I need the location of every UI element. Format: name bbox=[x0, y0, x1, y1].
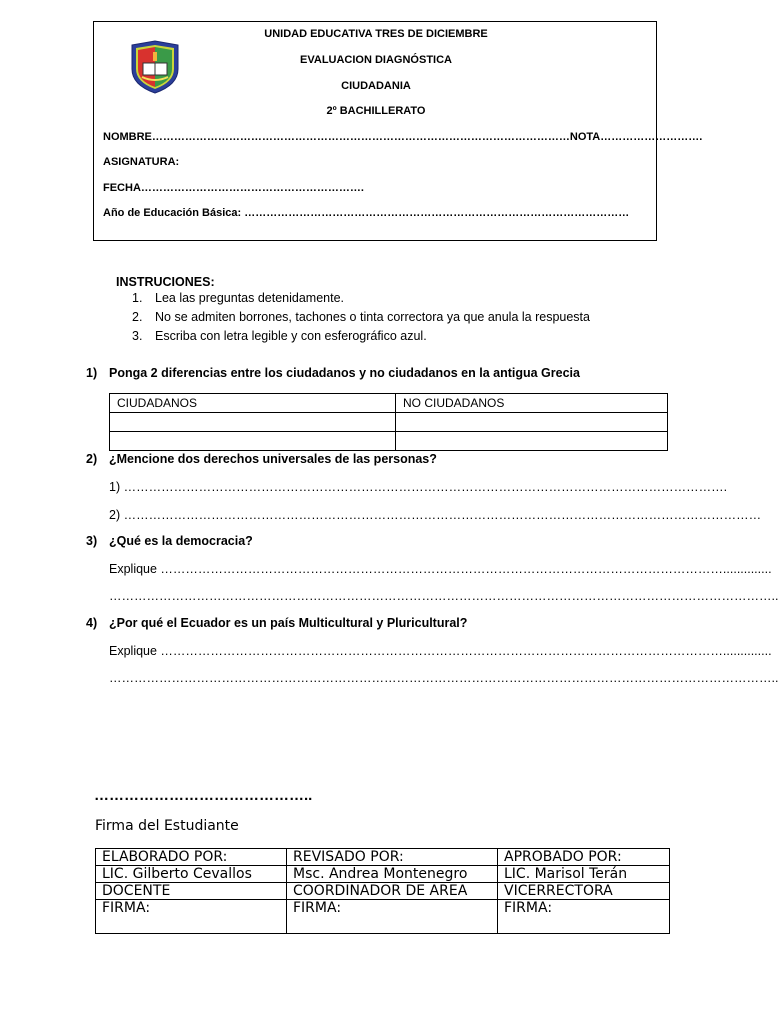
approval-cell: ELABORADO POR: bbox=[96, 849, 287, 866]
question-text: ¿Qué es la democracia? bbox=[109, 534, 253, 548]
question-text: Ponga 2 diferencias entre los ciudadanos y no ciudadanos en la antigua Grecia bbox=[109, 366, 580, 380]
approval-cell: APROBADO POR: bbox=[498, 849, 670, 866]
school-year-field: Año de Educación Básica: …………………………………………………………………………………………… bbox=[103, 207, 630, 219]
exam-title: EVALUACION DIAGNÓSTICA bbox=[300, 54, 452, 66]
approval-table bbox=[95, 848, 670, 934]
instruction-number: 2. bbox=[132, 310, 143, 324]
instruction-item: Lea las preguntas detenidamente. bbox=[155, 291, 345, 305]
answer-line[interactable]: 2) ……………………………………………………………………………………………………………………………………… bbox=[109, 508, 762, 522]
approval-cell: DOCENTE bbox=[96, 883, 287, 900]
school-name: UNIDAD EDUCATIVA TRES DE DICIEMBRE bbox=[264, 28, 488, 40]
answer-line[interactable]: …………………………………………………………………………………………………………………………………………….. bbox=[109, 671, 778, 685]
instruction-item: Escriba con letra legible y con esferográfico azul. bbox=[155, 329, 427, 343]
question-number: 4) bbox=[86, 616, 98, 630]
signature-cell[interactable]: FIRMA: bbox=[287, 900, 498, 934]
signature-cell[interactable]: FIRMA: bbox=[498, 900, 670, 934]
subject-field: ASIGNATURA: bbox=[103, 156, 180, 168]
answer-cell[interactable] bbox=[110, 413, 396, 432]
answer-line[interactable]: Explique ……………………………………………………………………………………………………………………….............. bbox=[109, 562, 772, 576]
question-number: 1) bbox=[86, 366, 98, 380]
grade-title: 2º BACHILLERATO bbox=[326, 105, 426, 117]
answer-line[interactable]: Explique ……………………………………………………………………………………………………………………….............. bbox=[109, 644, 772, 658]
date-field: FECHA……………………………………………………. bbox=[103, 182, 364, 194]
answer-cell[interactable] bbox=[396, 432, 668, 451]
question-text: ¿Por qué el Ecuador es un país Multicultural y Pluricultural? bbox=[109, 616, 468, 630]
answer-cell[interactable] bbox=[396, 413, 668, 432]
approval-cell: Msc. Andrea Montenegro bbox=[287, 866, 498, 883]
question-number: 2) bbox=[86, 452, 98, 466]
approval-cell: COORDINADOR DE AREA bbox=[287, 883, 498, 900]
question-number: 3) bbox=[86, 534, 98, 548]
table-header-non-citizens: NO CIUDADANOS bbox=[396, 394, 668, 413]
answer-cell[interactable] bbox=[110, 432, 396, 451]
answer-line[interactable]: 1) ………………………………………………………………………………………………………………………………. bbox=[109, 480, 728, 494]
question-text: ¿Mencione dos derechos universales de las personas? bbox=[109, 452, 437, 466]
approval-cell: LIC. Marisol Terán bbox=[498, 866, 670, 883]
instruction-number: 3. bbox=[132, 329, 143, 343]
subject-title: CIUDADANIA bbox=[341, 80, 411, 92]
instruction-item: No se admiten borrones, tachones o tinta correctora ya que anula la respuesta bbox=[155, 310, 590, 324]
header-box bbox=[93, 21, 703, 241]
citizens-comparison-table bbox=[109, 393, 668, 451]
table-header-citizens: CIUDADANOS bbox=[110, 394, 396, 413]
answer-line[interactable]: …………………………………………………………………………………………………………………………………………….. bbox=[109, 589, 778, 603]
student-signature-line[interactable]: …………………………………….. bbox=[94, 787, 313, 804]
instructions-title: INSTRUCIONES: bbox=[116, 275, 215, 289]
approval-cell: VICERRECTORA bbox=[498, 883, 670, 900]
student-signature-label: Firma del Estudiante bbox=[95, 818, 239, 834]
approval-cell: REVISADO POR: bbox=[287, 849, 498, 866]
instruction-number: 1. bbox=[132, 291, 143, 305]
name-grade-field: NOMBRE……………………………………………………………………………………………………NOTA………………………. bbox=[103, 131, 703, 143]
approval-cell: LIC. Gilberto Cevallos bbox=[96, 866, 287, 883]
signature-cell[interactable]: FIRMA: bbox=[96, 900, 287, 934]
